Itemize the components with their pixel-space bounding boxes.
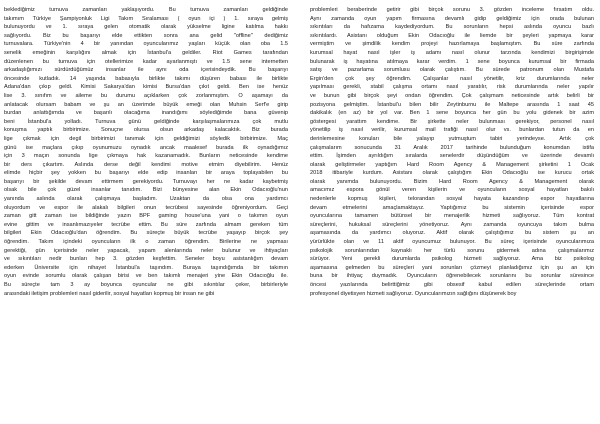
text-line: profesyonel diyetisyen hizmeti sağlıyoruz. Oyuncularımızın sağlığını düşünerek boy: [310, 290, 517, 297]
text-line: gerektiği, gün içerisinde neler yapacak, yapam alenlarında neler bulunur ve ihtiyaçları: [4, 247, 288, 254]
text-line: psikolojik sorunlarından kaynaklı her türlü sorunu gidermek adına çalışmalarımız: [310, 247, 594, 254]
text-line: nedenlerle kopmuş kişileri, telorandan sosyal hayata kazandırıp espor hayatlarına: [310, 196, 594, 203]
text-line: elimde hiçbir şey yokken bu başarıyı elde edip insanları bir araya toplayabilen bu: [4, 170, 288, 177]
text-line: lise 3. sınıfım ve aileme bu durumu açıklarken çok zorlanmıştım. O aşamayı da: [4, 92, 288, 99]
text-line: bulunarak iş hayatına atılmaya karar verdim. 1 sene boyunca kurumsal bir firmada: [310, 58, 594, 65]
text-line: satış ve pazarlama sorumlusu olarak çalıştım. Bu sürede patronum olan Mustafa: [310, 67, 594, 74]
text-line: zaman gitt zaman ise bildiğinde yazın BPF gaming house'una yani o takımın oyun: [4, 213, 288, 220]
text-line: düzenlenen bu turnuva için otellerimize kadar ayarlanmıştı ve 1.5 sene internetten: [4, 58, 288, 65]
text-line: anlatacak olursam babam ve şu an üzerimde büyük emeği olan Muhsin Serf'e girip: [4, 101, 288, 108]
text-line: aşamasına gelmeden bu süreçleri yani sorunları çözmeyi planladığımız için şu an için: [310, 264, 594, 271]
text-line: göstergesi yarattım kendime. Bir şirkette neler bulunması gerekiyor, personel nasıl: [310, 118, 594, 125]
text-line: öncesi yazılarında belirttiğimiz gibi obsesif kabul edilen süreçlerinde ortam: [310, 282, 594, 288]
text-line: oluyordum ve espor ile alakalı bilgileri onun tecrübesi sayesinde öğreniyordum. Geçi: [4, 204, 288, 211]
text-line: yapılması gerekli, stabil çalışma ortamı nasıl yaratılır, risk durumlarında neler yapılır: [310, 84, 594, 91]
text-line: arkadaşlığımızı sürdürdüğümüz insanlar ile aynı oda içerisindeydik. Bu başarıyı: [4, 67, 288, 74]
text-line: burdan anlattığımda ve başarılı olacağıma inandığımı söylediğimde bana güvenip: [4, 110, 288, 117]
text-line: olsak bile çok güzel insanlar tanıdım. Bizi bünyesine alan Ekin Odacıoğlu'nun: [4, 187, 288, 194]
text-line: oyun evinde sorumlu olarak çalışan birisi ve ben takımlı menajeri yine Ekin Odacıoğlu ile.: [4, 273, 288, 280]
text-line: için 3 maçın sonunda lige çıkmaya hak kazanamadık. Bunların neticesinde kendime: [4, 153, 288, 160]
text-line: dakikalık (en az) bir yol var. Ben 1 sene boyunca her gün bu yolu gidenek bir azim: [310, 110, 594, 117]
text-line: ve sıkıntıları nedir bunları hep 3. gözden keşfettim. Seneler boyu asistanlığım devam: [4, 256, 288, 263]
text-line: lige çıkmak için degil birbirimizi tanımak için geldiğimizi söyledik birbirimize. Maç: [4, 135, 288, 142]
text-line: bulunuyordu ve 1. sıraya gelen otomatik olarak yükselme ligine katılma hakkı: [4, 24, 288, 31]
text-line: yürürlükte olan ve 11 aktif oyuncumuz bulunuyor. Bu süreç içerisinde oyuncularımıza: [310, 239, 594, 246]
text-line: öncesinde kutladık. 14 yaşında babasıyla birlikte takımı düşüren babası ile birlikte: [4, 75, 288, 82]
text-line: Ergin'den çok şey öğrendim. Çalışanlar nasıl yönetilir, kriz durumlarında neler: [310, 75, 594, 82]
text-line: konuşma yaptık birbirimize. Sonuçne olursa olsun arkadaş kalacaktık. Biz burada: [4, 127, 288, 134]
text-line: buna bir ihtiyaç duymadık. Oyuncuların öğrenebilecek sorunlarını bu sorunlar süresince: [310, 273, 594, 280]
text-line: ederken Üniversite için nihayet İstanbul'a taşındım. Buraya taşındığımda bir takımın: [4, 264, 288, 271]
text-line: devam etmelerini amaçlamaktayız. Yaptığımız bu sistemin içerisinde espor: [310, 204, 594, 211]
text-line: olarak yanımda bulunuyordu. Bizim Hard Room Agency & Management olarak: [310, 178, 594, 185]
text-line: bilgileri Ekin Odacıoğlu'dan öğrendim. Bu süreçte büyük tecrübe yaşayıp birçok şey: [4, 230, 288, 237]
text-line: pozisyona gelmiştim. İstanbul'u bilen bilir Zeytinburnu ile Maltepe arasında 1 saat 45: [310, 101, 594, 108]
text-line: aşamasında da yardımcı oluyoruz. Aktif olarak çalıştığımız bu sistem şu an: [310, 230, 594, 237]
text-line: sağlıyordu. Biz bu başarıyı elde ettikten sonra ana gelid "offline" dediğimiz: [4, 32, 288, 39]
text-line: Adana'dan çıkıp geldi. Kimisi Sakarya'dan kimisi Bursa'dan çıkıt geldi. Ben ise henüz: [4, 84, 288, 91]
right-text-column: [310, 6, 594, 422]
text-line: arasındaki iletişim problemleri nasıl giderilir, sosyal hayatları kopmuş bir insan ne gibi: [4, 290, 215, 297]
text-line: yönetilip iş nasıl verilir, kurumsal mail trafiği nasıl olur vs. bunlardan tutun da en: [310, 127, 594, 134]
text-line: takımım Türkiye Şampiyonluk Ligi Takım Sıralaması ( oyun içi ) 1. sıraya gelmiş: [4, 15, 288, 22]
text-line: Bu süreçte tam 3 ay boyunca oyuncular ne gibi sıkıntılar çeker, birbirleriyle: [4, 282, 288, 288]
text-line: oyuncularına tamamen bütünsel bir menajerlik hizmeti sağlıyoruz. Tüm kontrat: [310, 213, 594, 220]
text-line: çalışmalarım sonucunda 31 Aralık 2017 tarihinde bulunduğum konumdan istifa: [310, 144, 594, 151]
text-line: ve bunun gibi birçok şeyi ondan öğrendim. Çok çalışmam neticesinde artık belirli bir: [310, 92, 594, 99]
text-line: öğrendim. Takım içindeki oyuncuların ilk o zaman öğrendim. Birilerine ne yapması: [4, 239, 288, 246]
text-line: amacımız espora gönül veren kişilerin ve oyuncuların sosyal hayatları bakılı: [310, 187, 594, 194]
text-line: yanında aslında olarak çalışmaya başladım. Uzaktan da olsa ona yardımcı: [4, 196, 288, 203]
text-line: 2018 itibariyle kurdum. Asistanı olarak çalıştığım Ekin Odacıoğlu ise kurucu ortak: [310, 170, 594, 177]
text-line: bir ders çıkartım. Aslında derse değil kendimi motive etmim diyebilirim. Henüz: [4, 161, 288, 168]
text-line: beklediğimiz turnuva zamanları yaklaşıyordu. Bu turnuva zamanları geldiğinde: [4, 7, 288, 13]
text-line: turnuvalara. Türkiye'nin 4 bir yanından oyuncularımız yaşları küçük olan oba 1.5: [4, 41, 288, 48]
text-line: günü ise maçlara çıkıp oyunumuzu oynadık ancak maalesef burada ilk oynadığımız: [4, 144, 288, 151]
text-line: süreçlerini, hukuksal süreçlerini yönetiyoruz. Aynı zamanda oyuncuya takım bulma: [310, 221, 594, 228]
text-line: olarak geliştirmeler yaptığım Hard Room Agency & Management şirketini 1 Ocak: [310, 161, 594, 168]
text-line: senelik emeğinin karşılığını almak için İstanbul'a geldiler. Riot Games tarafından: [4, 49, 288, 56]
text-line: sürüyor. Yeni gerekli durumlarda psikolog hizmeti sağlıyoruz. Ama biz psikolog: [310, 256, 594, 263]
text-line: sıkıntılardı. Asistanı olduğum Ekin Odacıoğlu ile liemde bir şeyleri yapmaya karar: [310, 32, 594, 39]
text-line: evine gittim ve insanlımazıyeler tecrübe ettim. Bu süre zarfında almam gereken tüm: [4, 221, 288, 228]
text-line: ettim. İşimden ayrıldığım sıralarda senelerdir düşündüğüm ve üzerinde devamlı: [310, 153, 594, 160]
text-line: kurumsal hayat nasıl işler iş adamı nasıl olunur tarzında kendimizi birgirişimde: [310, 49, 594, 56]
left-text-column: [4, 6, 288, 422]
text-line: vermiştim ve şimdilik kendim projeyi hazırlamaya başlamıştım. Bu süre zarfında: [310, 41, 594, 48]
text-line: Aynı zamanda oyun yapım firmasına devamlı gidip geldiğimiz için orada bulunan: [310, 15, 594, 22]
text-line: beni İstanbul'a yolladı. Turnuva günü geldiğinde karşılaşmalarımıza çok mutlu: [4, 118, 288, 125]
text-line: derinlemesine konuları bile yalayıp yutmuştum tabiri yerindeyse. Artık çok: [310, 135, 594, 142]
text-line: başarıyı bir şekilde devam ettirmem gerekiyordu. Turnuvayı her ne kadar kaybetmiş: [4, 178, 288, 185]
text-line: problemleri beraberinde getirir gibi birçok sorunu 3. gözden inceleme fırsatım oldu.: [310, 7, 594, 13]
text-line: sıkıntıları da hafızama kaydediyordum. Bu sorunların hepsi aslında oyuncu bazlı: [310, 24, 594, 31]
